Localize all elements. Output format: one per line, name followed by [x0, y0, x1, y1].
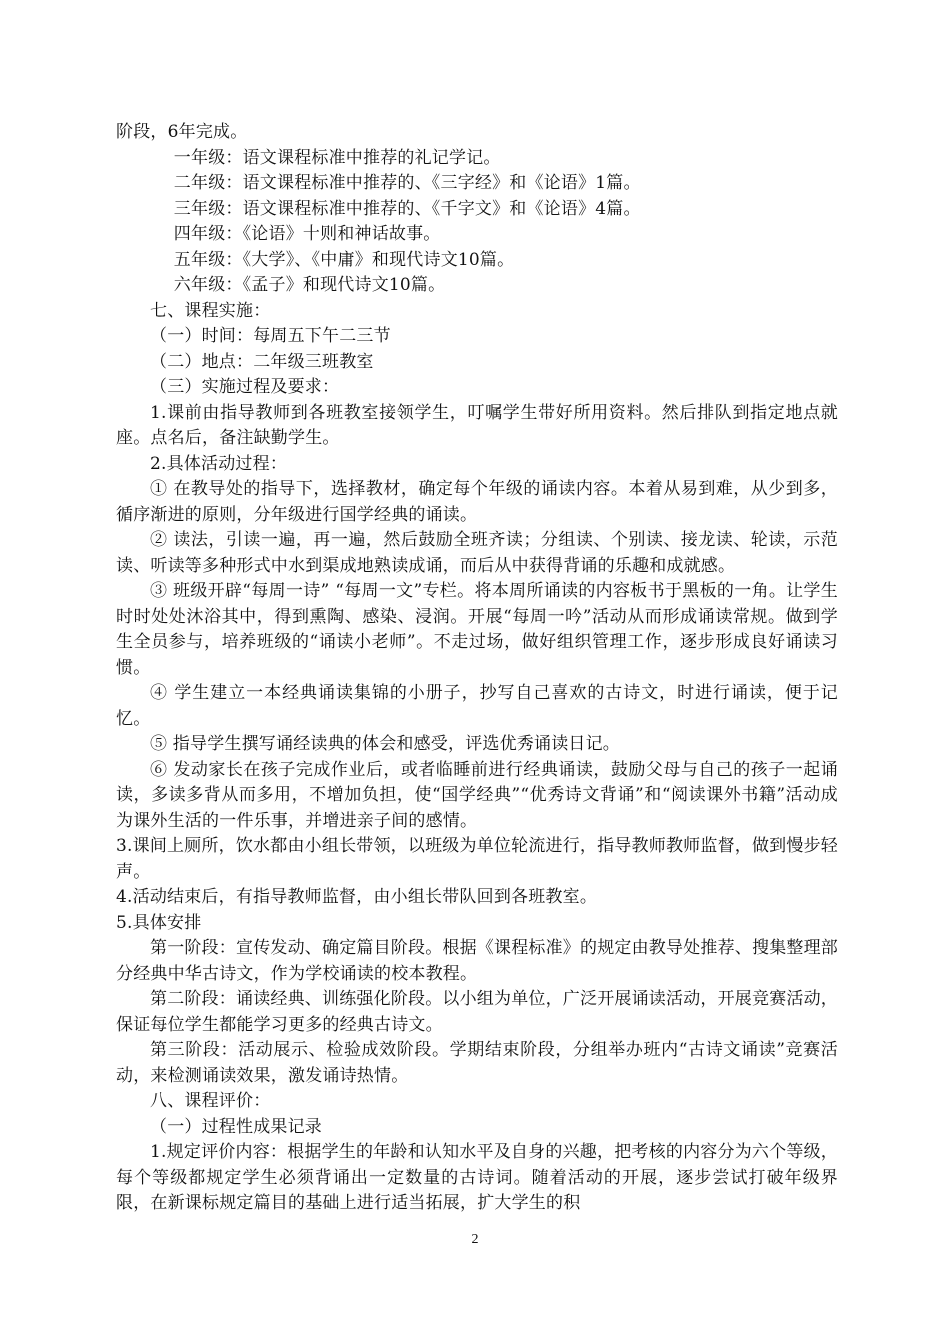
paragraph: 3.课间上厕所，饮水都由小组长带领，以班级为单位轮流进行，指导教师教师监督，做到慢步轻声。 [116, 836, 838, 882]
paragraph: 4.活动结束后，有指导教师监督，由小组长带队回到各班教室。 [116, 887, 598, 907]
paragraph: 五年级：《大学》、《中庸》和现代诗文10篇。 [173, 249, 515, 270]
paragraph: 阶段，6年完成。 [116, 122, 248, 142]
paragraph: 5.具体安排 [116, 912, 202, 933]
paragraph: （三）实施过程及要求： [150, 377, 340, 397]
paragraph: 六年级：《孟子》和现代诗文10篇。 [173, 275, 446, 295]
paragraph: 八、课程评价： [150, 1091, 271, 1111]
paragraph: （二）地点：二年级三班教室 [150, 351, 374, 372]
paragraph: 三年级：语文课程标准中推荐的、《千字文》和《论语》4篇。 [173, 198, 641, 219]
paragraph: （一）过程性成果记录 [150, 1116, 322, 1137]
paragraph: 第一阶段：宣传发动、确定篇目阶段。根据《课程标准》的规定由教导处推荐、搜集整理部分经典中华古诗文，作为学校诵读的校本教程。 [116, 938, 838, 984]
paragraph: ① 在教导处的指导下，选择教材，确定每个年级的诵读内容。本着从易到难，从少到多，循序渐进的原则，分年级进行国学经典的诵读。 [116, 479, 838, 525]
paragraph: 2.具体活动过程： [150, 453, 288, 474]
paragraph: 四年级：《论语》十则和神话故事。 [173, 224, 441, 244]
paragraph: 1.规定评价内容：根据学生的年龄和认知水平及自身的兴趣，把考核的内容分为六个等级，每个等级都规定学生必须背诵出一定数量的古诗词。随着活动的开展，逐步尝试打破年级界限，在新课标规定篇目的基础上进行适当拓展，扩大学生的积 [116, 1142, 838, 1213]
paragraph: 第三阶段：活动展示、检验成效阶段。学期结束阶段，分组举办班内“古诗文诵读”竞赛活动，来检测诵读效果，激发诵诗热情。 [116, 1040, 838, 1086]
paragraph: ④ 学生建立一本经典诵读集锦的小册子，抄写自己喜欢的古诗文，时进行诵读，便于记忆。 [116, 683, 838, 729]
paragraph: 二年级：语文课程标准中推荐的、《三字经》和《论语》1篇。 [173, 173, 641, 193]
page-number: 2 [471, 1232, 479, 1247]
body-text [116, 120, 838, 1217]
paragraph: 一年级：语文课程标准中推荐的礼记学记。 [173, 147, 501, 168]
paragraph: 第二阶段：诵读经典、训练强化阶段。以小组为单位，广泛开展诵读活动，开展竞赛活动，保证每位学生都能学习更多的经典古诗文。 [116, 989, 838, 1035]
paragraph: 1.课前由指导教师到各班教室接领学生，叮嘱学生带好所用资料。然后排队到指定地点就座。点名后，备注缺勤学生。 [116, 402, 838, 448]
paragraph: （一）时间：每周五下午二三节 [150, 326, 391, 346]
paragraph: ⑥ 发动家长在孩子完成作业后，或者临睡前进行经典诵读，鼓励父母与自己的孩子一起诵读，多读多背从而多用，不增加负担，使“国学经典”“优秀诗文背诵”和“阅读课外书籍”活动成为课外生活的一件乐事，并增进亲子间的感情。 [116, 759, 838, 831]
paragraph: ② 读法，引读一遍，再一遍，然后鼓励全班齐读；分组读、个别读、接龙读、轮读，示范读、听读等多种形式中水到渠成地熟读成诵，而后从中获得背诵的乐趣和成就感。 [116, 530, 838, 576]
paragraph: ⑤ 指导学生撰写诵经读典的体会和感受，评选优秀诵读日记。 [150, 734, 621, 754]
paragraph: 七、课程实施： [150, 300, 271, 321]
paragraph: ③ 班级开辟“每周一诗” “每周一文”专栏。将本周所诵读的内容板书于黑板的一角。让学生时时处处沐浴其中，得到熏陶、感染、浸润。开展“每周一吟”活动从而形成诵读常规。做到学生全员参与，培养班级的“诵读小老师”。不走过场，做好组织管理工作，逐步形成良好诵读习惯。 [116, 581, 838, 678]
